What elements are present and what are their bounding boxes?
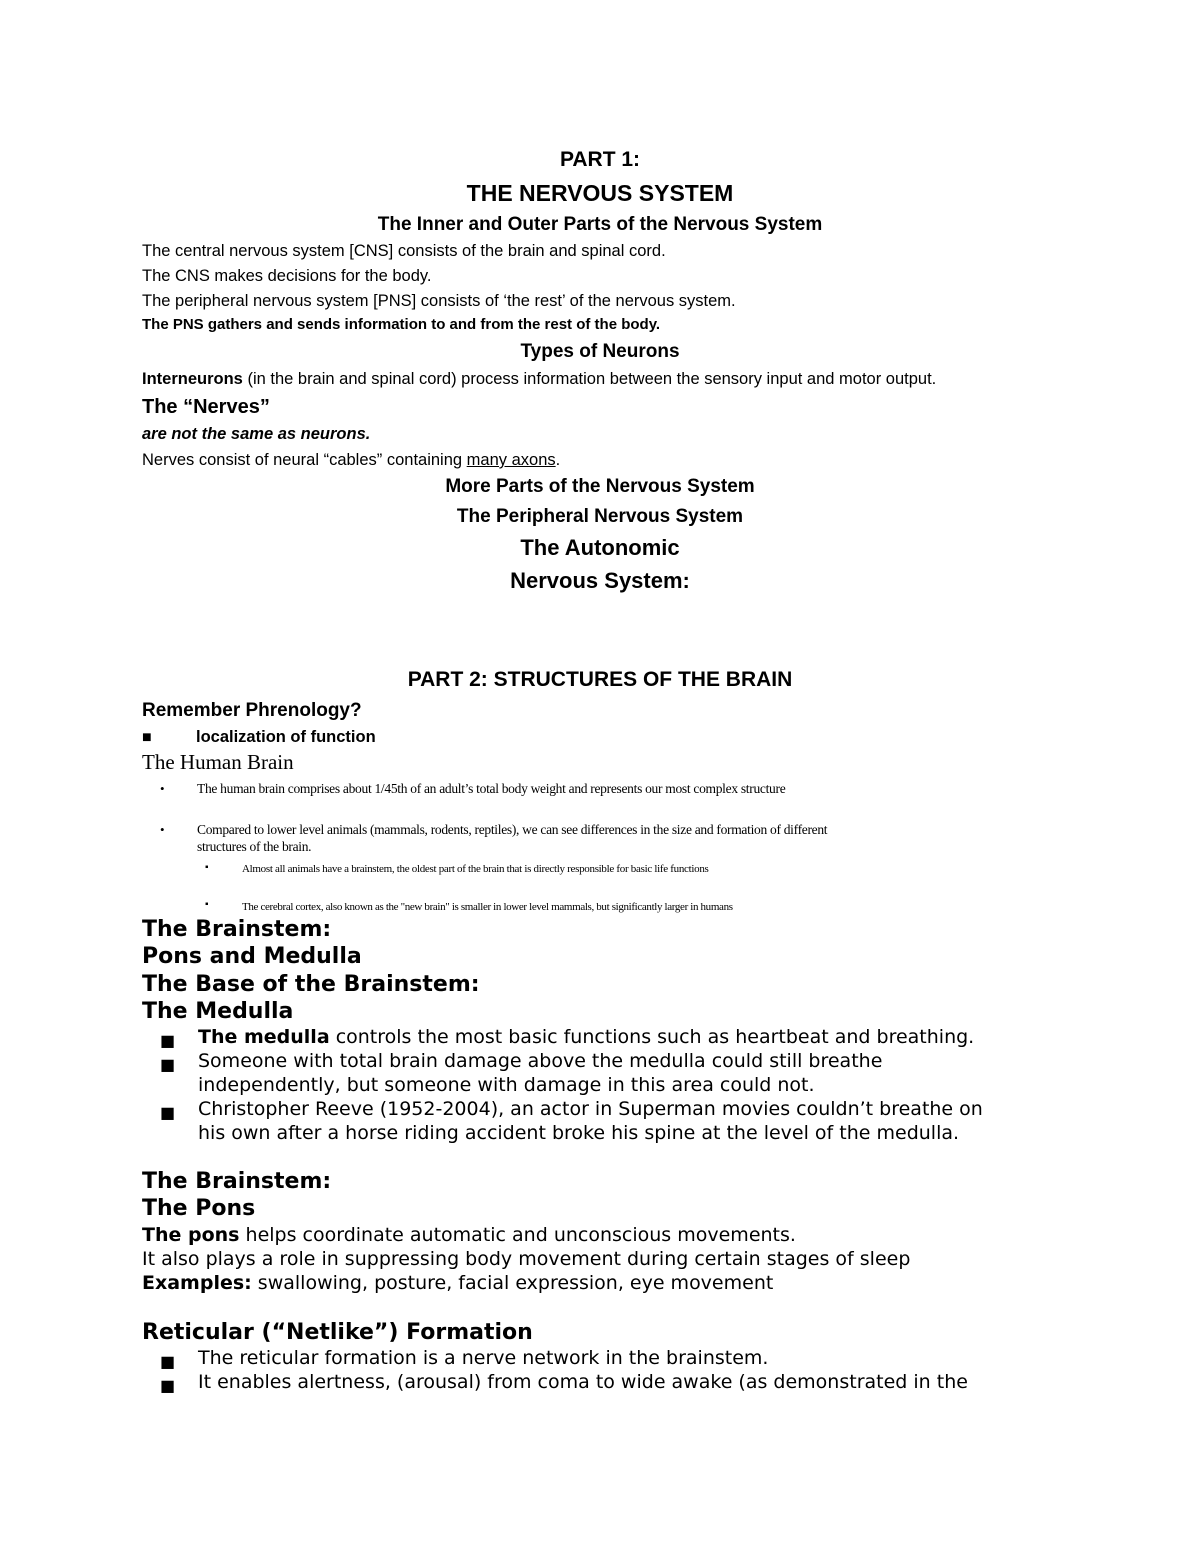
medulla-bullet-1 (198, 1026, 974, 1048)
square-bullet-icon: ■ (160, 1103, 176, 1122)
nerves-line (142, 451, 560, 470)
interneurons-line (142, 370, 936, 389)
types-of-neurons-heading: Types of Neurons (520, 341, 680, 362)
medulla-bullet-2-line-1: Someone with total brain damage above the medulla could still breathe (198, 1050, 883, 1072)
square-bullet-icon: ■ (142, 729, 152, 746)
part1-heading: PART 1: (559, 148, 641, 171)
nerves-line-post: . (555, 451, 561, 469)
autonomic-heading-1: The Autonomic (520, 535, 680, 560)
medulla-bullet-1-text: controls the most basic functions such as heartbeat and breathing. (329, 1026, 975, 1048)
interneurons-text: (in the brain and spinal cord) process information between the sensory input and motor output. (242, 370, 937, 388)
small-square-bullet-icon: ▪ (205, 899, 209, 910)
autonomic-heading-2: Nervous System: (510, 568, 690, 593)
cortex-subbullet: The cerebral cortex, also known as the "new brain" is smaller in lower level mammals, but significantly larger in humans (242, 901, 733, 913)
round-bullet-icon: • (160, 822, 165, 837)
part2-heading: PART 2: STRUCTURES OF THE BRAIN (407, 668, 793, 691)
interneurons-term: Interneurons (142, 370, 243, 388)
reticular-heading: Reticular (“Netlike”) Formation (142, 1320, 533, 1345)
pons-line-1-text: helps coordinate automatic and unconscious movements. (239, 1224, 796, 1246)
pns-gathers-line: The PNS gathers and sends information to and from the rest of the body. (142, 316, 661, 333)
human-brain-bullet-2-line-2: structures of the brain. (197, 839, 312, 854)
cns-line: The central nervous system [CNS] consists of the brain and spinal cord. (142, 242, 666, 260)
human-brain-bullet-2-line-1: Compared to lower level animals (mammals, rodents, reptiles), we can see differences in the size and formation of different (197, 822, 828, 837)
medulla-bullet-3-line-1: Christopher Reeve (1952-2004), an actor in Superman movies couldn’t breathe on (198, 1098, 983, 1120)
pns-line: The peripheral nervous system [PNS] consists of ‘the rest’ of the nervous system. (142, 292, 736, 310)
examples-text: swallowing, posture, facial expression, eye movement (251, 1272, 774, 1294)
reticular-bullet-2: It enables alertness, (arousal) from coma to wide awake (as demonstrated in the (198, 1371, 968, 1393)
more-parts-heading: More Parts of the Nervous System (445, 476, 755, 497)
base-brainstem-heading: The Base of the Brainstem: (142, 972, 480, 997)
pons-heading: The Pons (142, 1196, 256, 1221)
brainstem-heading-2: Pons and Medulla (142, 944, 362, 969)
medulla-bullet-3-line-2: his own after a horse riding accident broke his spine at the level of the medulla. (198, 1122, 960, 1144)
nerves-heading: The “Nerves” (142, 396, 270, 418)
examples-label: Examples: (142, 1272, 252, 1294)
medulla-heading: The Medulla (142, 999, 294, 1024)
part1-title: THE NERVOUS SYSTEM (466, 180, 734, 206)
square-bullet-icon: ■ (160, 1376, 176, 1395)
nerves-note: are not the same as neurons. (142, 425, 371, 443)
brainstem-heading-1: The Brainstem: (142, 917, 332, 942)
square-bullet-icon: ■ (160, 1352, 176, 1371)
human-brain-bullet-1: The human brain comprises about 1/45th of an adult’s total body weight and represents our most complex structure (197, 781, 786, 796)
pons-examples-line (142, 1272, 773, 1294)
peripheral-heading: The Peripheral Nervous System (456, 506, 744, 527)
reticular-bullet-1: The reticular formation is a nerve network in the brainstem. (198, 1347, 769, 1369)
pons-brainstem-heading: The Brainstem: (142, 1169, 332, 1194)
small-square-bullet-icon: ▪ (205, 862, 209, 873)
medulla-bullet-2-line-2: independently, but someone with damage in this area could not. (198, 1074, 815, 1096)
square-bullet-icon: ■ (160, 1031, 176, 1050)
human-brain-heading: The Human Brain (142, 750, 294, 774)
many-axons-underlined: many axons (466, 451, 556, 469)
pons-term: The pons (142, 1224, 240, 1246)
cns-decisions-line: The CNS makes decisions for the body. (142, 267, 432, 285)
medulla-term: The medulla (198, 1026, 330, 1048)
square-bullet-icon: ■ (160, 1055, 176, 1074)
brainstem-subbullet: Almost all animals have a brainstem, the oldest part of the brain that is directly responsible for basic life functions (242, 863, 709, 875)
localization-item: localization of function (196, 728, 376, 746)
phrenology-heading: Remember Phrenology? (142, 700, 362, 721)
nerves-line-pre: Nerves consist of neural “cables” containing (142, 451, 467, 469)
part1-subtitle: The Inner and Outer Parts of the Nervous System (377, 214, 823, 235)
round-bullet-icon: • (160, 781, 165, 796)
pons-line-2: It also plays a role in suppressing body movement during certain stages of sleep (142, 1248, 911, 1270)
pons-line-1 (142, 1224, 796, 1246)
